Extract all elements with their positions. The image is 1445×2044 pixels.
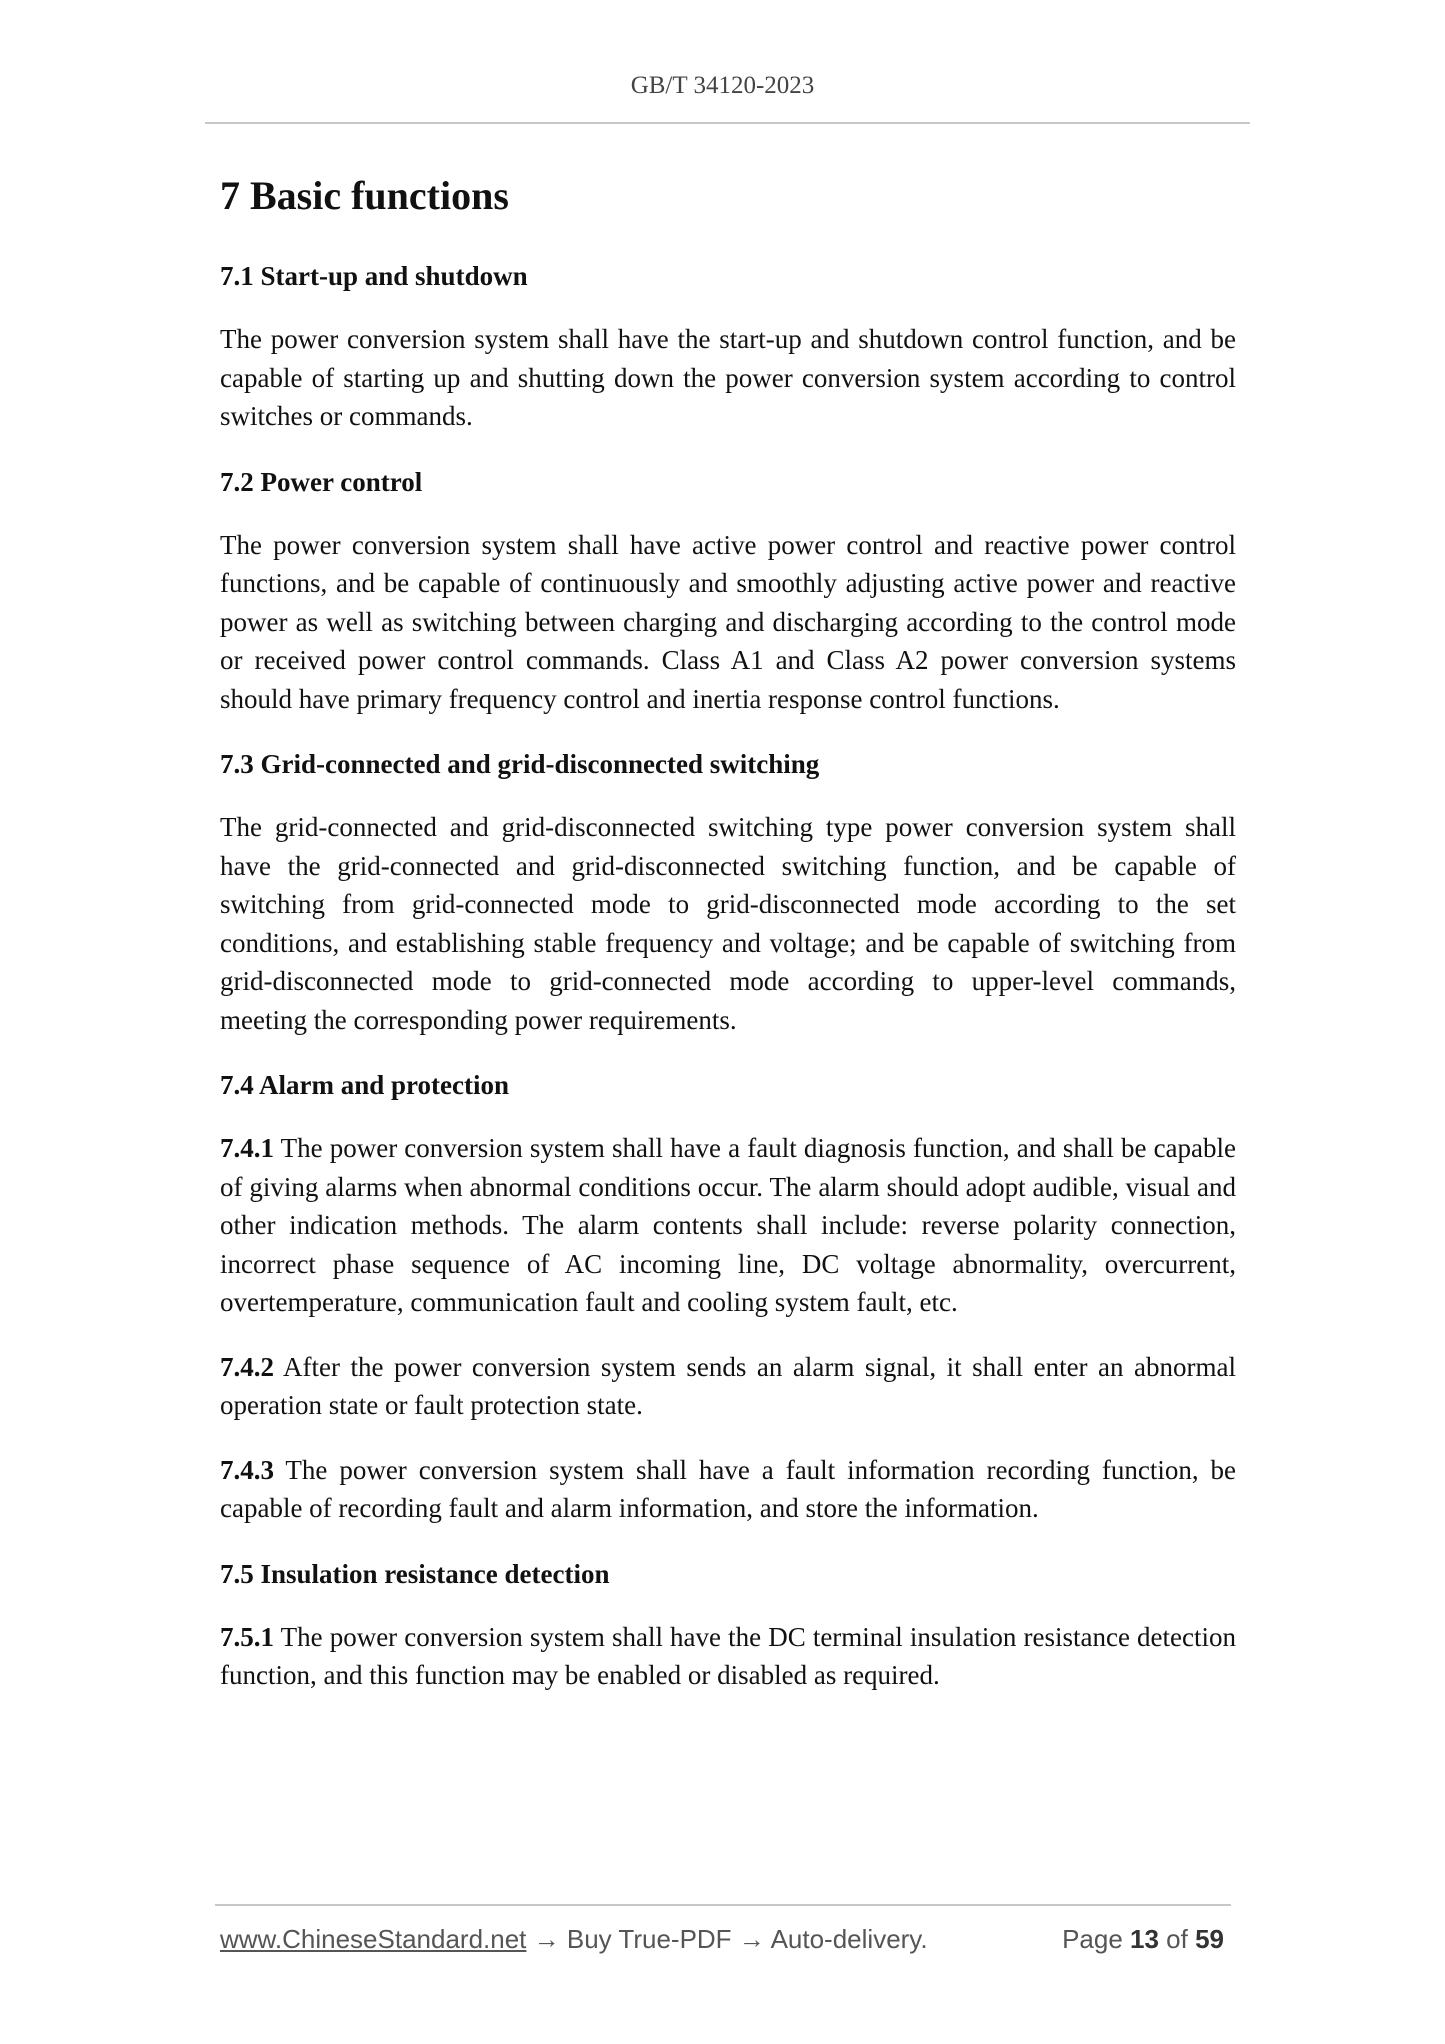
section-7-2-paragraph: [220, 526, 1236, 719]
website-link[interactable]: www.ChineseStandard.net: [220, 1924, 527, 1954]
section-heading-7-4: 7.4 Alarm and protection: [220, 1070, 509, 1100]
page-of-label: of: [1158, 1924, 1196, 1954]
section-heading-7-5: 7.5 Insulation resistance detection: [220, 1558, 610, 1589]
clause-7-4-3: [220, 1451, 1236, 1528]
current-page-number: 13: [1130, 1924, 1159, 1954]
paragraph-text: The power conversion system shall have a fault information recording function, be capable of recording fault and alarm information, and store the information.: [220, 1454, 1236, 1523]
clause-number: 7.5.1: [220, 1621, 274, 1652]
clause-7-4-1: [220, 1129, 1236, 1322]
promo-text: → Buy True-PDF → Auto-delivery.: [526, 1924, 928, 1954]
clause-number: 7.4.3: [220, 1454, 274, 1485]
paragraph-text: After the power conversion system sends an alarm signal, it shall enter an abnormal operation state or fault protection state.: [220, 1351, 1236, 1420]
paragraph-text: The grid-connected and grid-disconnected switching type power conversion system shall have the grid-connected and grid-disconnected switching function, and be capable of switching from grid-connected mode to grid-disconnected mode according to the set conditions, and establishing stable frequency and voltage; and be capable of switching from grid-disconnected mode to grid-connected mode according to upper-level commands, meeting the corresponding power requirements.: [220, 812, 1236, 1035]
footer-promo: [220, 1924, 928, 1955]
paragraph-text: The power conversion system shall have a fault diagnosis function, and shall be capable of giving alarms when abnormal conditions occur. The alarm should adopt audible, visual and other indication methods. The alarm contents shall include: reverse polarity connection, incorrect phase sequence of AC incoming line, DC voltage abnormality, overcurrent, overtemperature, communication fault and cooling system fault, etc.: [220, 1133, 1236, 1317]
section-7-1-paragraph: [220, 320, 1236, 436]
clause-7-5-1: [220, 1618, 1236, 1695]
chapter-title: 7 Basic functions: [220, 173, 509, 218]
section-heading-7-2: 7.2 Power control: [220, 466, 423, 497]
clause-number: 7.4.1: [220, 1133, 274, 1163]
section-heading-7-1: 7.1 Start-up and shutdown: [220, 261, 528, 291]
page-content: [220, 168, 1236, 1721]
section-7-3-paragraph: [220, 808, 1236, 1039]
paragraph-text: The power conversion system shall have the start-up and shutdown control function, and be capable of starting up and shutting down the power conversion system according to control switches or commands.: [220, 324, 1236, 431]
paragraph-text: The power conversion system shall have active power control and reactive power control functions, and be capable of continuously and smoothly adjusting active power and reactive power as well as switching between charging and discharging according to the control mode or received power control commands. Class A1 and Class A2 power conversion systems should have primary frequency control and inertia response control functions.: [220, 529, 1236, 714]
section-heading-7-3: 7.3 Grid-connected and grid-disconnected switching: [220, 749, 820, 779]
page-indicator: [1062, 1924, 1224, 1955]
header-divider: [205, 122, 1250, 124]
clause-number: 7.4.2: [220, 1351, 274, 1382]
page-label: Page: [1062, 1924, 1131, 1954]
paragraph-text: The power conversion system shall have the DC terminal insulation resistance detection function, and this function may be enabled or disabled as required.: [220, 1621, 1236, 1690]
page-footer: [220, 1924, 1236, 1964]
total-pages-number: 59: [1195, 1924, 1224, 1954]
footer-divider: [215, 1904, 1231, 1906]
clause-7-4-2: [220, 1348, 1236, 1425]
standard-code-header: GB/T 34120-2023: [630, 72, 815, 99]
